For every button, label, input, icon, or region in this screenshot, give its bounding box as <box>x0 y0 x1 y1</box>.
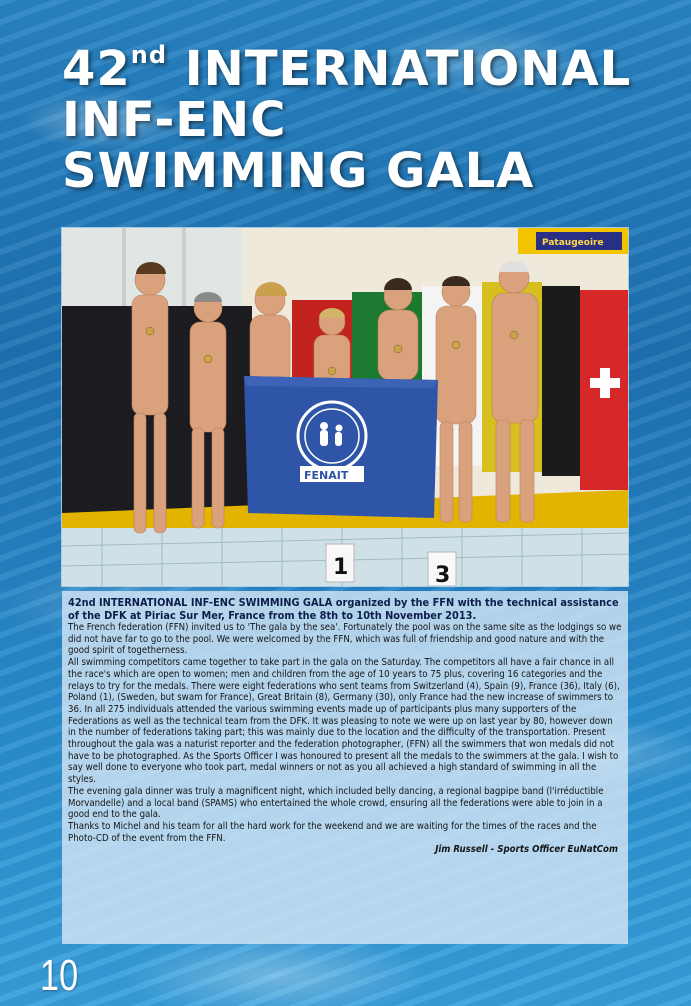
article-box <box>62 591 628 944</box>
article-paragraph-3: The evening gala dinner was truly a magnificent night, which included belly dancing, a regional bagpipe band (l'irréductible Morvandelle) and a local band (SPAMS) who entertained the whole crowd, ensuring all the federations were able to join in a good end to the gala. <box>68 785 604 821</box>
fenait-flag <box>244 376 438 518</box>
title-ordinal: nd <box>130 41 168 69</box>
title-number: 42 <box>62 41 131 97</box>
pool-banner-text: Pataugeoire <box>542 238 604 248</box>
title-line-1-text: INTERNATIONAL <box>184 41 632 97</box>
fenait-flag-text: FENAIT <box>304 469 349 482</box>
article-paragraph-4: Thanks to Michel and his team for all the hard work for the weekend and we are waiting for the times of the races and the Photo-CD of the event from the FFN. <box>68 820 597 844</box>
title-line-1 <box>62 41 672 97</box>
group-photo <box>62 228 628 586</box>
podium-label-3: 3 <box>435 563 451 586</box>
article-paragraph-2: All swimming competitors came together to take part in the gala on the Saturday. The competitors all have a fair chance in all the race's which are open to women; men and children from the age of 10 years to 75 plus, covering 16 categories and the relays to try for the medals. There were eight federations who sent teams from Switzerland (4), Spain (9), France (36), Italy (6), Poland (1), (Sweden, but swam for France), Great Britain (8), Germany (30), only France had the new increase of swimmers to 36. In all 275 individuals attended the various swimming events made up of participants plus many supporters of the Federations as well as the technical team from the DFK. It was pleasing to note we were up on last year by 80, however down in the number of federations taking part; this was mainly due to the location and the difficulty of the transportation. Present throughout the gala was a naturist reporter and the federation photographer, (FFN) all the swimmers that won medals did not have to be photographed. As the Sports Officer I was honoured to present all the medals to the swimmers at the gala. I wish to say well done to everyone who took part, medal winners or not as you all achieved a high standard of swimming in all the styles. <box>68 657 620 786</box>
title-line-2: INF-ENC <box>62 92 287 148</box>
page-number: 10 <box>40 951 79 1000</box>
podium-label-1: 1 <box>333 555 349 580</box>
article-headline: 42nd INTERNATIONAL INF-ENC SWIMMING GALA organized by the FFN with the technical assistance of the DFK at Piriac Sur Mer, France from the 8th to 10th November 2013. <box>68 596 619 622</box>
article-signature: Jim Russell - Sports Officer EuNatCom <box>435 844 618 856</box>
page-title <box>62 41 672 199</box>
article-paragraph-1: The French federation (FFN) invited us to 'The gala by the sea'. Fortunately the pool was on the same site as the lodgings so we did not have far to go to the pool. We were welcomed by the FFN, which was full of friendship and good nature and with the good spirit of togetherness. <box>68 622 622 657</box>
title-line-3: SWIMMING GALA <box>62 143 535 199</box>
